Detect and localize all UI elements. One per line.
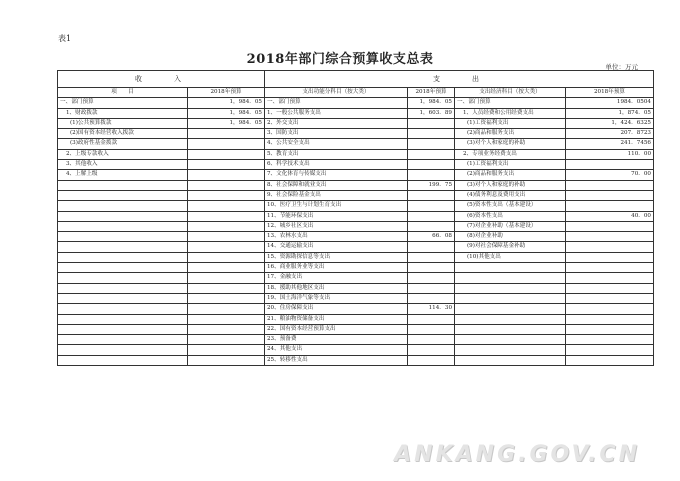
table-row — [58, 263, 654, 273]
cell-income-budget — [188, 293, 265, 303]
cell-functional-budget — [408, 252, 455, 262]
cell-functional-budget — [408, 242, 455, 252]
cell-income-budget — [188, 160, 265, 170]
cell-functional-item: 14、交通运输支出 — [265, 242, 408, 252]
cell-functional-budget — [408, 211, 455, 221]
cell-income-item — [58, 273, 188, 283]
cell-economic-item: 2、专项业务经费支出 — [455, 149, 566, 159]
cell-income-item — [58, 232, 188, 242]
budget-table — [57, 70, 654, 366]
table-row — [58, 324, 654, 334]
cell-income-item: 4、上解上级 — [58, 170, 188, 180]
table-row — [58, 314, 654, 324]
cell-functional-item: 25、转移性支出 — [265, 355, 408, 365]
cell-income-budget — [188, 263, 265, 273]
cell-functional-item: 19、国土海洋气象等支出 — [265, 293, 408, 303]
cell-functional-budget — [408, 139, 455, 149]
cell-income-item: 一、部门预算 — [58, 98, 188, 108]
cell-income-item: 3、其他收入 — [58, 160, 188, 170]
cell-income-item — [58, 190, 188, 200]
cell-functional-budget — [408, 190, 455, 200]
table-row — [58, 118, 654, 128]
cell-functional-budget: 199．75 — [408, 180, 455, 190]
cell-functional-budget — [408, 118, 455, 128]
cell-income-budget — [188, 170, 265, 180]
cell-income-budget — [188, 149, 265, 159]
cell-income-budget — [188, 314, 265, 324]
cell-functional-item: 11、节能环保支出 — [265, 211, 408, 221]
cell-income-item — [58, 314, 188, 324]
cell-economic-budget — [566, 324, 654, 334]
cell-economic-budget — [566, 345, 654, 355]
cell-income-budget: 1，984．05 — [188, 98, 265, 108]
cell-economic-budget — [566, 252, 654, 262]
cell-functional-item: 18、援助其他地区支出 — [265, 283, 408, 293]
cell-income-budget — [188, 232, 265, 242]
cell-income-item: (3)政府性基金拨款 — [58, 139, 188, 149]
cell-economic-item: 1、人员经费和公用经费支出 — [455, 108, 566, 118]
cell-economic-budget — [566, 355, 654, 365]
cell-functional-item: 24、其他支出 — [265, 345, 408, 355]
cell-economic-budget: 1984．0504 — [566, 98, 654, 108]
cell-economic-item: (1)工资福利支出 — [455, 160, 566, 170]
cell-functional-budget — [408, 335, 455, 345]
cell-functional-budget — [408, 263, 455, 273]
cell-functional-budget: 66．08 — [408, 232, 455, 242]
cell-functional-item: 22、国有资本经营预算支出 — [265, 324, 408, 334]
cell-economic-budget — [566, 201, 654, 211]
cell-economic-budget — [566, 293, 654, 303]
cell-income-item: (1)公共预算拨款 — [58, 118, 188, 128]
cell-economic-item: (6)资本性支出 — [455, 211, 566, 221]
cell-economic-budget: 207．8723 — [566, 129, 654, 139]
cell-economic-budget — [566, 263, 654, 273]
cell-functional-item: 12、城乡社区支出 — [265, 221, 408, 231]
cell-economic-item — [455, 263, 566, 273]
cell-economic-budget — [566, 160, 654, 170]
table-row — [58, 139, 654, 149]
cell-functional-item: 一、部门预算 — [265, 98, 408, 108]
table-header-row — [58, 88, 654, 98]
table-row — [58, 232, 654, 242]
col-header-economic: 支出经济科目（按大类） — [455, 88, 566, 98]
cell-economic-item: (2)商品和服务支出 — [455, 129, 566, 139]
cell-income-item: 2、上级专款收入 — [58, 149, 188, 159]
cell-functional-item: 16、商业服务业等支出 — [265, 263, 408, 273]
table-row — [58, 149, 654, 159]
cell-income-budget — [188, 190, 265, 200]
document-label: 表1 — [58, 34, 72, 43]
cell-economic-item — [455, 304, 566, 314]
cell-income-item — [58, 345, 188, 355]
cell-functional-budget — [408, 201, 455, 211]
cell-income-item — [58, 304, 188, 314]
cell-income-budget — [188, 180, 265, 190]
cell-economic-item: (5)资本性支出（基本建设） — [455, 201, 566, 211]
cell-economic-item: (3)对个人和家庭的补助 — [455, 180, 566, 190]
cell-economic-item — [455, 283, 566, 293]
cell-economic-item — [455, 345, 566, 355]
cell-functional-item: 13、农林水支出 — [265, 232, 408, 242]
table-row — [58, 355, 654, 365]
table-row — [58, 221, 654, 231]
expense-header: 支 出 — [265, 71, 654, 88]
cell-economic-item: 一、部门预算 — [455, 98, 566, 108]
cell-functional-budget: 1，603．89 — [408, 108, 455, 118]
table-row — [58, 201, 654, 211]
cell-economic-budget — [566, 180, 654, 190]
cell-functional-budget — [408, 355, 455, 365]
cell-functional-item: 15、资源勘探信息等支出 — [265, 252, 408, 262]
col-header-item: 项 目 — [58, 88, 188, 98]
cell-income-item: (2)国有资本经营收入拨款 — [58, 129, 188, 139]
cell-income-item — [58, 201, 188, 211]
cell-economic-item: (4)债务利息及费用支出 — [455, 190, 566, 200]
cell-economic-budget — [566, 314, 654, 324]
cell-income-budget — [188, 345, 265, 355]
col-header-budget-economic: 2018年预算 — [566, 88, 654, 98]
table-row — [58, 190, 654, 200]
cell-functional-budget: 114．30 — [408, 304, 455, 314]
cell-functional-item: 23、预备费 — [265, 335, 408, 345]
cell-income-budget — [188, 242, 265, 252]
cell-economic-item — [455, 293, 566, 303]
table-row — [58, 180, 654, 190]
income-header: 收 入 — [58, 71, 265, 88]
cell-economic-budget — [566, 232, 654, 242]
cell-income-budget — [188, 252, 265, 262]
col-header-functional: 支出功能分科目（按大类） — [265, 88, 408, 98]
cell-functional-item: 1、一般公共服务支出 — [265, 108, 408, 118]
cell-functional-budget — [408, 160, 455, 170]
cell-economic-item — [455, 314, 566, 324]
table-row — [58, 252, 654, 262]
cell-income-item — [58, 283, 188, 293]
table-row — [58, 129, 654, 139]
cell-functional-budget — [408, 129, 455, 139]
unit-label: 单位：万元 — [605, 63, 638, 71]
cell-economic-budget — [566, 335, 654, 345]
cell-functional-budget — [408, 324, 455, 334]
table-row — [58, 242, 654, 252]
cell-functional-budget: 1，984．05 — [408, 98, 455, 108]
table-row — [58, 170, 654, 180]
cell-income-budget — [188, 221, 265, 231]
cell-economic-budget — [566, 283, 654, 293]
cell-economic-budget: 241．7456 — [566, 139, 654, 149]
cell-economic-budget — [566, 242, 654, 252]
cell-economic-budget — [566, 221, 654, 231]
cell-functional-item: 20、住房保障支出 — [265, 304, 408, 314]
table-row — [58, 273, 654, 283]
cell-income-budget — [188, 324, 265, 334]
cell-economic-item: (9)对社会保障基金补助 — [455, 242, 566, 252]
cell-income-budget — [188, 283, 265, 293]
cell-economic-budget — [566, 273, 654, 283]
cell-functional-item: 5、教育支出 — [265, 149, 408, 159]
cell-economic-item — [455, 335, 566, 345]
cell-economic-budget: 110．00 — [566, 149, 654, 159]
cell-economic-item — [455, 324, 566, 334]
cell-income-item — [58, 252, 188, 262]
cell-economic-budget — [566, 190, 654, 200]
cell-functional-budget — [408, 273, 455, 283]
cell-income-item — [58, 211, 188, 221]
cell-functional-item: 7、文化体育与传媒支出 — [265, 170, 408, 180]
table-row — [58, 345, 654, 355]
cell-functional-item: 8、社会保障和就业支出 — [265, 180, 408, 190]
cell-income-item — [58, 221, 188, 231]
cell-income-item — [58, 355, 188, 365]
table-row — [58, 335, 654, 345]
cell-economic-item: (8)对企业补助 — [455, 232, 566, 242]
cell-economic-item — [455, 273, 566, 283]
cell-functional-budget — [408, 345, 455, 355]
cell-economic-budget: 40．00 — [566, 211, 654, 221]
cell-functional-budget — [408, 293, 455, 303]
col-header-budget-functional: 2018年预算 — [408, 88, 455, 98]
cell-economic-budget — [566, 304, 654, 314]
cell-income-item — [58, 263, 188, 273]
cell-economic-item: (10)其他支出 — [455, 252, 566, 262]
cell-income-budget — [188, 304, 265, 314]
cell-functional-item: 2、外交支出 — [265, 118, 408, 128]
cell-functional-item: 3、国防支出 — [265, 129, 408, 139]
cell-income-budget — [188, 335, 265, 345]
table-row — [58, 283, 654, 293]
table-row — [58, 98, 654, 108]
cell-economic-item: (2)商品和服务支出 — [455, 170, 566, 180]
cell-income-budget: 1，984．05 — [188, 118, 265, 128]
cell-functional-budget — [408, 221, 455, 231]
cell-income-item — [58, 324, 188, 334]
cell-functional-item: 17、金融支出 — [265, 273, 408, 283]
cell-functional-item: 6、科学技术支出 — [265, 160, 408, 170]
table-row — [58, 160, 654, 170]
cell-functional-item: 10、医疗卫生与计划生育支出 — [265, 201, 408, 211]
cell-economic-budget: 1，424．6325 — [566, 118, 654, 128]
cell-functional-item: 4、公共安全支出 — [265, 139, 408, 149]
cell-functional-budget — [408, 149, 455, 159]
cell-economic-item: (1)工资福利支出 — [455, 118, 566, 128]
cell-income-item: 1、财政拨款 — [58, 108, 188, 118]
cell-economic-item: (3)对个人和家庭的补助 — [455, 139, 566, 149]
cell-income-item — [58, 242, 188, 252]
table-row — [58, 304, 654, 314]
cell-income-budget — [188, 355, 265, 365]
cell-income-budget — [188, 139, 265, 149]
cell-functional-budget — [408, 314, 455, 324]
cell-income-item — [58, 293, 188, 303]
cell-functional-budget — [408, 170, 455, 180]
cell-functional-item: 21、粮油物资储备支出 — [265, 314, 408, 324]
cell-economic-item: (7)对企业补助（基本建设） — [455, 221, 566, 231]
table-row — [58, 293, 654, 303]
cell-income-budget — [188, 129, 265, 139]
cell-economic-budget: 70．00 — [566, 170, 654, 180]
cell-income-budget — [188, 273, 265, 283]
cell-functional-item: 9、社会保险基金支出 — [265, 190, 408, 200]
watermark: ANKANG.GOV.CN — [394, 442, 640, 467]
page-title: 2018年部门综合预算收支总表 — [246, 52, 434, 67]
cell-economic-item — [455, 355, 566, 365]
table-header-group-row — [58, 71, 654, 88]
cell-income-item — [58, 180, 188, 190]
col-header-budget-income: 2018年预算 — [188, 88, 265, 98]
cell-income-budget — [188, 201, 265, 211]
cell-functional-budget — [408, 283, 455, 293]
cell-economic-budget: 1，874．05 — [566, 108, 654, 118]
cell-income-budget — [188, 211, 265, 221]
cell-income-item — [58, 335, 188, 345]
table-row — [58, 108, 654, 118]
cell-income-budget: 1，984．05 — [188, 108, 265, 118]
table-row — [58, 211, 654, 221]
